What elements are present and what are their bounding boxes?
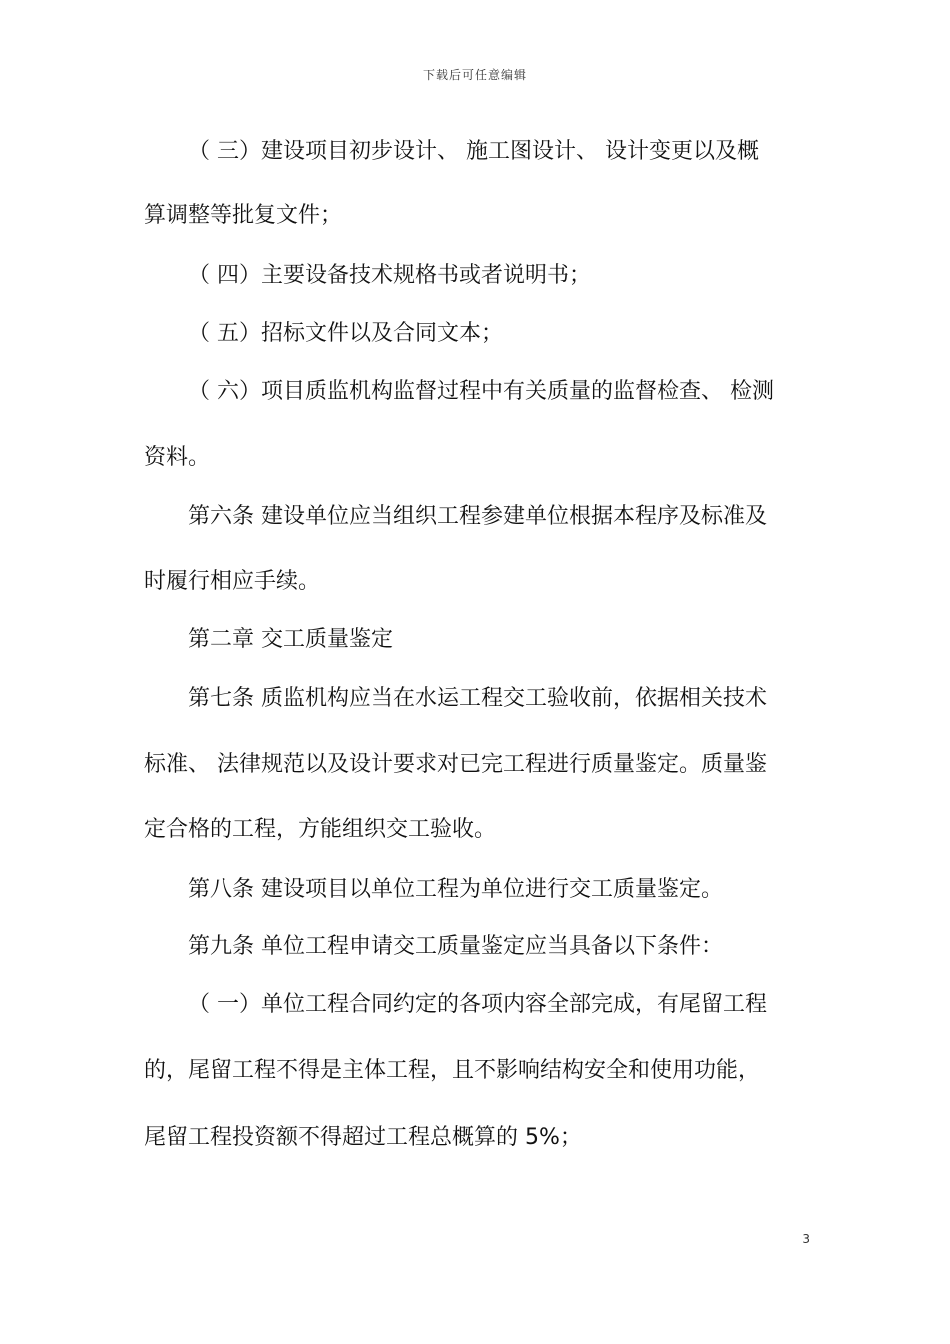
- body-line-6: 资料。: [144, 445, 211, 470]
- body-line-15: （ 一）单位工程合同约定的各项内容全部完成，有尾留工程: [188, 992, 767, 1017]
- body-line-12: 定合格的工程，方能组织交工验收。: [144, 817, 497, 842]
- page-number: 3: [802, 1232, 810, 1246]
- header-note: 下载后可任意编辑: [422, 68, 527, 82]
- chapter-heading: 第二章 交工质量鉴定: [188, 627, 393, 652]
- body-line-14: 第九条 单位工程申请交工质量鉴定应当具备以下条件：: [188, 934, 723, 959]
- body-line-13: 第八条 建设项目以单位工程为单位进行交工质量鉴定。: [188, 877, 723, 902]
- body-line-5: （ 六）项目质监机构监督过程中有关质量的监督检查、 检测: [188, 379, 774, 404]
- body-line-4: （ 五）招标文件以及合同文本；: [188, 321, 503, 346]
- body-line-10: 第七条 质监机构应当在水运工程交工验收前，依据相关技术: [188, 686, 767, 711]
- body-line-8: 时履行相应手续。: [144, 569, 321, 594]
- body-line-16: 的，尾留工程不得是主体工程，且不影响结构安全和使用功能，: [144, 1058, 761, 1083]
- body-line-1: （ 三）建设项目初步设计、 施工图设计、 设计变更以及概: [188, 139, 759, 164]
- body-line-3: （ 四）主要设备技术规格书或者说明书；: [188, 263, 591, 288]
- body-line-2: 算调整等批复文件；: [144, 203, 343, 228]
- body-line-7: 第六条 建设单位应当组织工程参建单位根据本程序及标准及: [188, 504, 767, 529]
- body-line-11: 标准、 法律规范以及设计要求对已完工程进行质量鉴定。质量鉴: [144, 752, 767, 777]
- body-line-17: 尾留工程投资额不得超过工程总概算的 5%；: [144, 1125, 582, 1150]
